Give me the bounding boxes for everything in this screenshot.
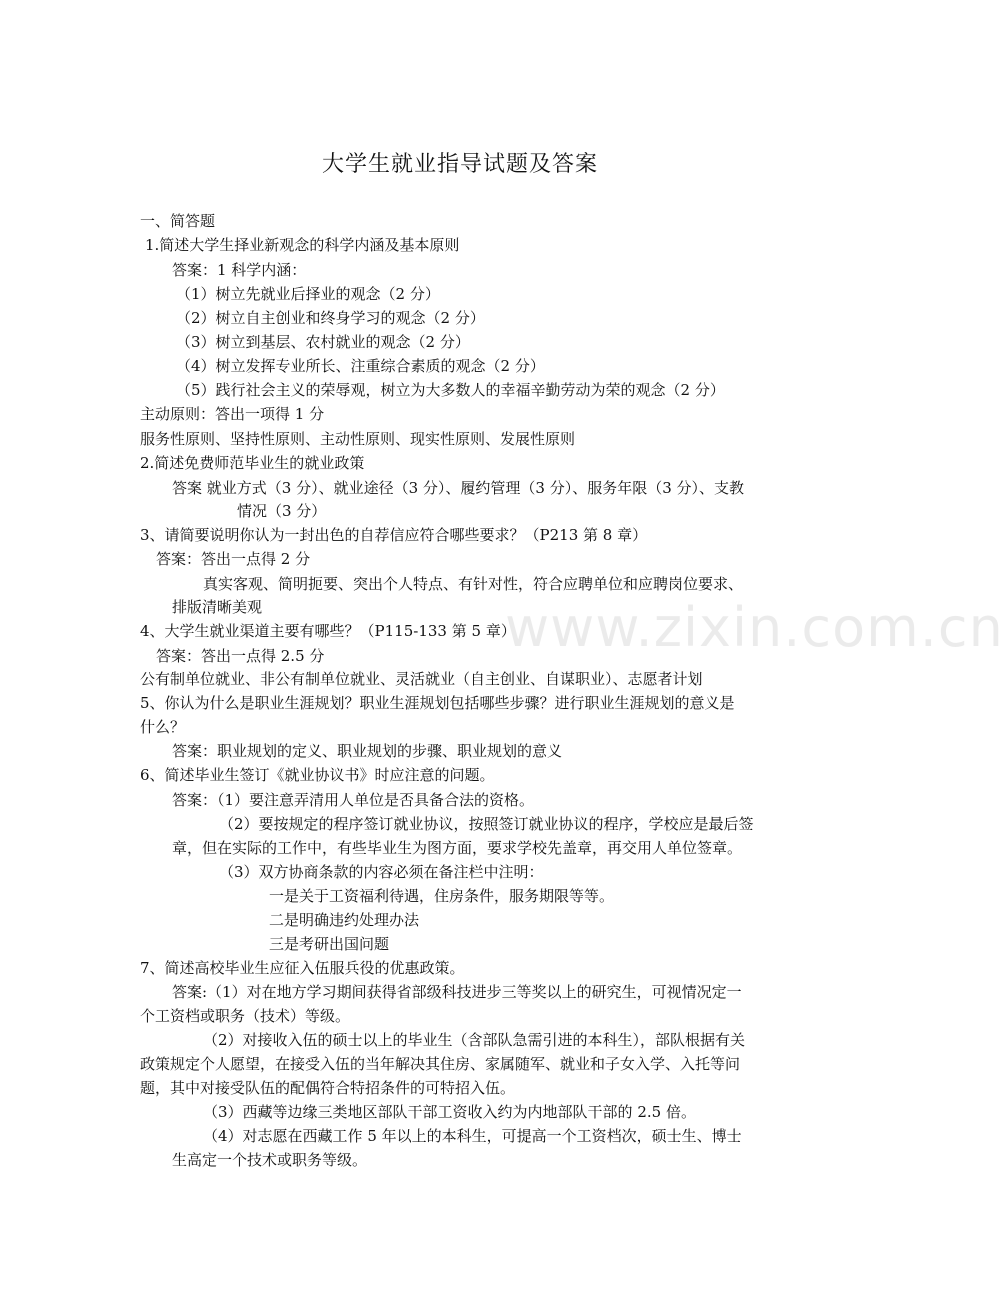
question-2: 2.简述免费师范毕业生的就业政策 (140, 454, 365, 472)
answer-line: 三是考研出国问题 (269, 935, 390, 953)
answer-line: 生高定一个技术或职务等级。 (172, 1151, 368, 1169)
answer-line: （4）对志愿在西藏工作 5 年以上的本科生，可提高一个工资档次，硕士生、博士 (203, 1127, 742, 1145)
section-heading: 一、简答题 (140, 212, 216, 230)
answer-line: 答案：答出一点得 2.5 分 (156, 647, 325, 665)
answer-line: 答案 就业方式（3 分）、就业途径（3 分）、履约管理（3 分）、服务年限（3 分）、支教 (172, 479, 745, 497)
document-title: 大学生就业指导试题及答案 (321, 152, 598, 177)
answer-line: 政策规定个人愿望，在接受入伍的当年解决其住房、家属随军、就业和子女入学、入托等问 (140, 1055, 741, 1073)
answer-line: 主动原则：答出一项得 1 分 (140, 405, 325, 423)
answer-line: 答案：答出一点得 2 分 (156, 550, 311, 568)
answer-line: （2）对接收入伍的硕士以上的毕业生（含部队急需引进的本科生），部队根据有关 (203, 1031, 746, 1049)
answer-line: 答案：（1）要注意弄清用人单位是否具备合法的资格。 (172, 791, 535, 809)
watermark: www.zixin.com.cn (505, 596, 1004, 659)
question-5: 5、你认为什么是职业生涯规划？职业生涯规划包括哪些步骤？进行职业生涯规划的意义是 (140, 694, 735, 712)
question-4: 4、大学生就业渠道主要有哪些？（P115-133 第 5 章） (140, 622, 516, 640)
answer-line: 题，其中对接受队伍的配偶符合特招条件的可特招入伍。 (140, 1079, 516, 1097)
answer-line: （2）要按规定的程序签订就业协议，按照签订就业协议的程序，学校应是最后签 (219, 815, 754, 833)
answer-line: 二是明确违约处理办法 (269, 911, 420, 929)
answer-line: 答案：职业规划的定义、职业规划的步骤、职业规划的意义 (172, 742, 563, 760)
question-1: 1.简述大学生择业新观念的科学内涵及基本原则 (145, 236, 460, 254)
answer-line: 答案:（1）对在地方学习期间获得省部级科技进步三等奖以上的研究生，可视情况定一 (172, 983, 742, 1001)
answer-line: 个工资档或职务（技术）等级。 (140, 1007, 351, 1025)
question-6: 6、简述毕业生签订《就业协议书》时应注意的问题。 (140, 766, 495, 784)
answer-line: 情况（3 分） (237, 502, 327, 520)
question-3: 3、请简要说明你认为一封出色的自荐信应符合哪些要求？（P213 第 8 章） (140, 526, 648, 544)
answer-line: 答案：1 科学内涵： (172, 261, 307, 279)
answer-line: （1）树立先就业后择业的观念（2 分） (176, 285, 440, 303)
answer-line: （3）西藏等边缘三类地区部队干部工资收入约为内地部队干部的 2.5 倍。 (203, 1103, 696, 1121)
answer-line: （4）树立发挥专业所长、注重综合素质的观念（2 分） (176, 357, 545, 375)
answer-line: 一是关于工资福利待遇，住房条件，服务期限等等。 (269, 887, 615, 905)
question-5-cont: 什么？ (140, 718, 186, 736)
answer-line: 排版清晰美观 (172, 598, 263, 616)
answer-line: 章，但在实际的工作中，有些毕业生为图方面，要求学校先盖章，再交用人单位签章。 (172, 839, 743, 857)
answer-line: 真实客观、简明扼要、突出个人特点、有针对性，符合应聘单位和应聘岗位要求、 (203, 575, 744, 593)
answer-line: （3）双方协商条款的内容必须在备注栏中注明： (219, 863, 544, 881)
answer-line: 服务性原则、坚持性原则、主动性原则、现实性原则、发展性原则 (140, 430, 576, 448)
answer-line: 公有制单位就业、非公有制单位就业、灵活就业（自主创业、自谋职业）、志愿者计划 (140, 670, 703, 688)
question-7: 7、简述高校毕业生应征入伍服兵役的优惠政策。 (140, 959, 465, 977)
answer-line: （3）树立到基层、农村就业的观念（2 分） (176, 333, 470, 351)
answer-line: （2）树立自主创业和终身学习的观念（2 分） (176, 309, 485, 327)
answer-line: （5）践行社会主义的荣辱观，树立为大多数人的幸福辛勤劳动为荣的观念（2 分） (176, 381, 725, 399)
